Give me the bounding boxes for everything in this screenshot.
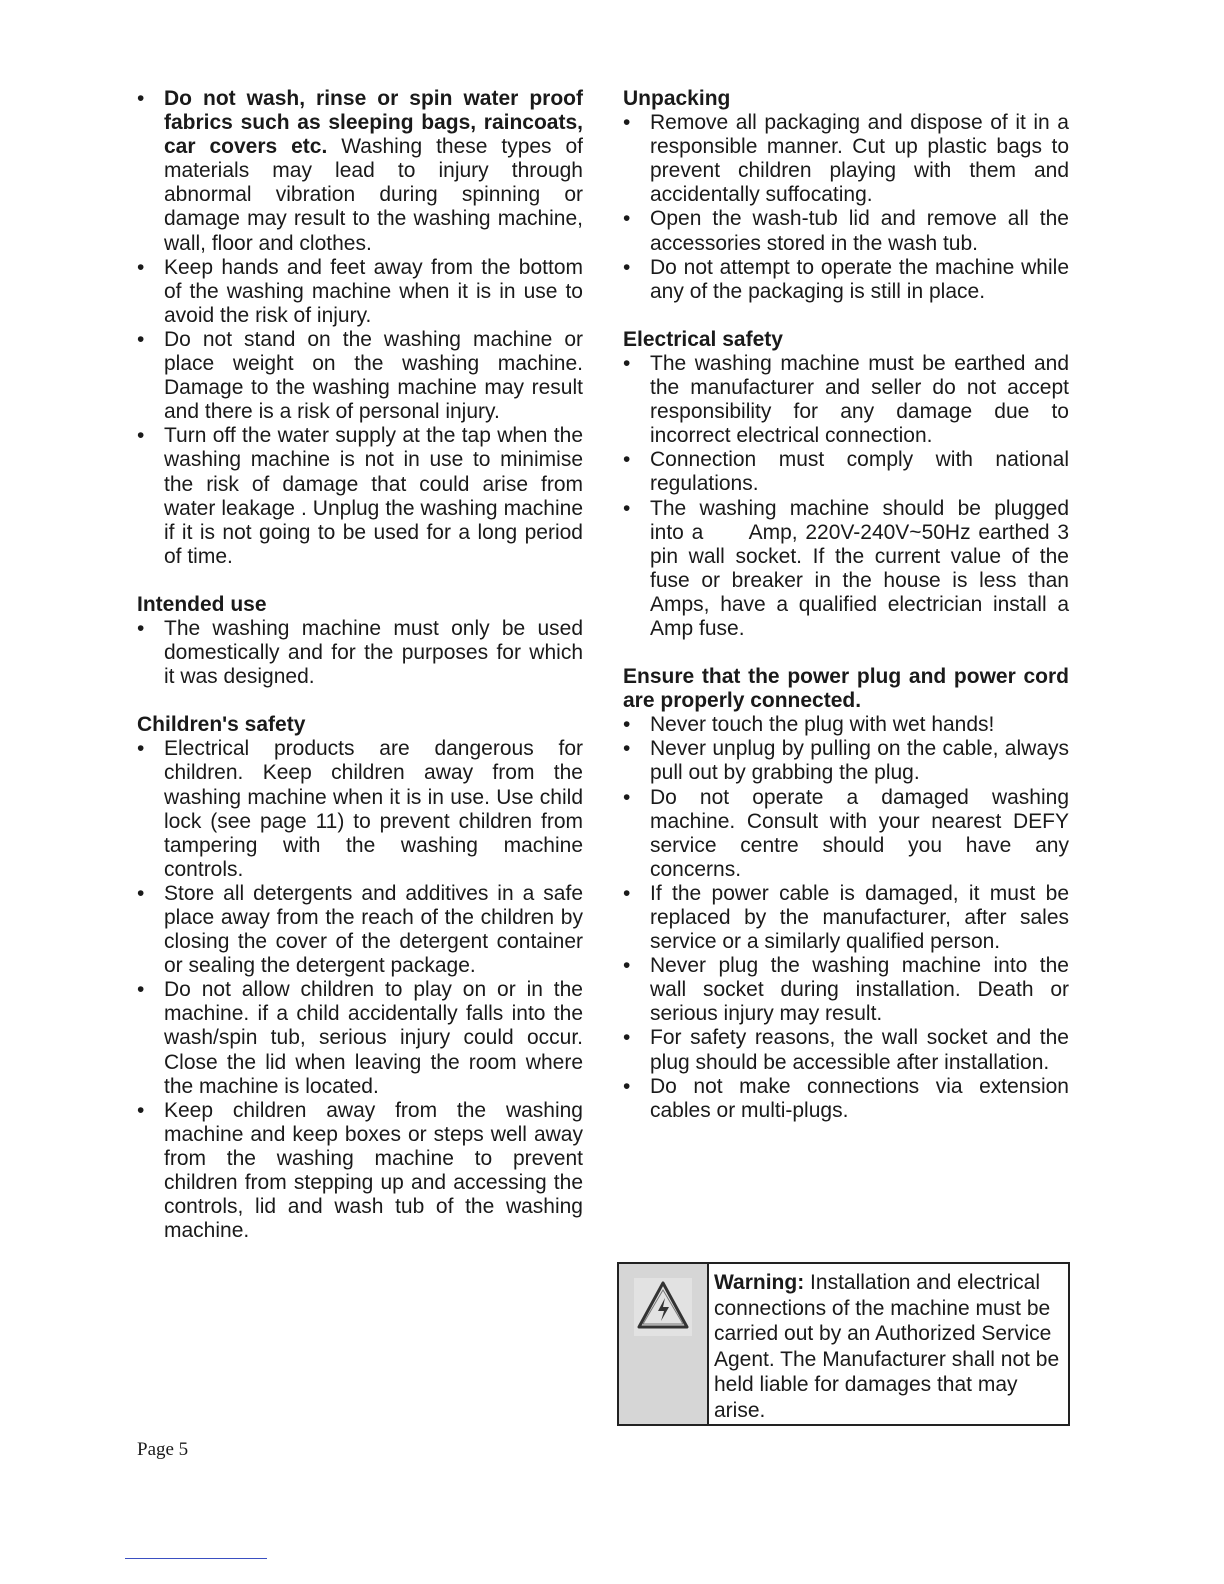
list-item: • Keep hands and feet away from the bottom of the washing machine when it is in use to avoid the risk of injury. bbox=[137, 256, 583, 328]
left-column bbox=[137, 87, 583, 1243]
list-item bbox=[137, 87, 583, 256]
bullet-bold-text: Do not wash, rinse or spin water proof fabrics such as sleeping bags, raincoats, car covers etc. bbox=[164, 87, 583, 159]
warning-icon-cell bbox=[619, 1264, 709, 1424]
list-item: • Remove all packaging and dispose of it in a responsible manner. Cut up plastic bags to prevent children playing with them and accidentally suffocating. bbox=[623, 111, 1069, 207]
bullet-text: Washing these types of materials may lead to injury through abnormal vibration during spinning or damage may result to the washing machine, wall, floor and clothes. bbox=[164, 135, 584, 255]
list-item: • Connection must comply with national regulations. bbox=[623, 448, 1069, 496]
warning-box bbox=[617, 1262, 1070, 1426]
list-item: • If the power cable is damaged, it must be replaced by the manufacturer, after sales service or a similarly qualified person. bbox=[623, 882, 1069, 954]
list-item: • Never touch the plug with wet hands! bbox=[623, 713, 1069, 737]
electrical-safety-list bbox=[623, 351, 1105, 641]
list-item: • Electrical products are dangerous for children. Keep children away from the washing machine when it is in use. Use child lock (see page 11) to prevent children from tampering with the washing machine controls. bbox=[137, 737, 583, 882]
list-item: • For safety reasons, the wall socket and the plug should be accessible after installation. bbox=[623, 1026, 1069, 1074]
children-safety-heading: Children's safety bbox=[137, 713, 306, 737]
list-item: • The washing machine must only be used domestically and for the purposes for which it was designed. bbox=[137, 617, 583, 689]
list-item: • Store all detergents and additives in a safe place away from the reach of the children by closing the cover of the detergent container or sealing the detergent package. bbox=[137, 882, 583, 978]
children-safety-list bbox=[137, 737, 583, 1243]
warning-text bbox=[709, 1264, 1068, 1424]
electrical-safety-heading: Electrical safety bbox=[623, 327, 783, 351]
list-item: • The washing machine should be plugged into a Amp, 220V-240V~50Hz earthed 3 pin wall socket. If the current value of the fuse or breaker in the house is less than Amps, have a qualified electrician install a Amp fuse. bbox=[623, 497, 1069, 642]
list-item: • Never unplug by pulling on the cable, always pull out by grabbing the plug. bbox=[623, 737, 1069, 785]
general-safety-list bbox=[137, 87, 583, 569]
right-column bbox=[623, 87, 1105, 1123]
list-item: • Turn off the water supply at the tap when the washing machine is not in use to minimise the risk of damage that could arise from water leakage . Unplug the washing machine if it is not going to be used for a long period of time. bbox=[137, 424, 583, 569]
list-item: • Do not attempt to operate the machine while any of the packaging is still in place. bbox=[623, 256, 1069, 304]
list-item: • Do not allow children to play on or in the machine. if a child accidentally falls into the wash/spin tub, serious injury could occur. Close the lid when leaving the room where the machine is located. bbox=[137, 978, 583, 1098]
warning-label: Warning: bbox=[714, 1271, 805, 1294]
footer-divider bbox=[125, 1558, 267, 1559]
list-item: • The washing machine must be earthed and the manufacturer and seller do not accept responsibility for any damage due to incorrect electrical connection. bbox=[623, 352, 1069, 448]
list-item: • Open the wash-tub lid and remove all the accessories stored in the wash tub. bbox=[623, 207, 1069, 255]
electric-hazard-icon bbox=[634, 1278, 692, 1342]
page-number: Page 5 bbox=[137, 1439, 189, 1460]
intended-use-heading: Intended use bbox=[137, 592, 267, 616]
intended-use-list bbox=[137, 617, 583, 689]
ensure-connection-heading: Ensure that the power plug and power cord are properly connected. bbox=[623, 665, 1069, 713]
unpacking-heading: Unpacking bbox=[623, 87, 731, 110]
list-item: • Do not stand on the washing machine or place weight on the washing machine. Damage to the washing machine may result and there is a risk of personal injury. bbox=[137, 328, 583, 424]
list-item: • Do not operate a damaged washing machine. Consult with your nearest DEFY service centre should you have any concerns. bbox=[623, 786, 1069, 882]
list-item: • Do not make connections via extension cables or multi-plugs. bbox=[623, 1075, 1069, 1123]
warning-body: Installation and electrical connections of the machine must be carried out by an Authorized Service Agent. The Manufacturer shall not be held liable for damages that may arise. bbox=[714, 1271, 1060, 1422]
list-item: • Never plug the washing machine into the wall socket during installation. Death or serious injury may result. bbox=[623, 954, 1069, 1026]
list-item: • Keep children away from the washing machine and keep boxes or steps well away from the washing machine to prevent children from stepping up and accessing the controls, lid and wash tub of the washing machine. bbox=[137, 1099, 583, 1244]
unpacking-list bbox=[623, 111, 1069, 304]
ensure-connection-list bbox=[623, 713, 1069, 1123]
